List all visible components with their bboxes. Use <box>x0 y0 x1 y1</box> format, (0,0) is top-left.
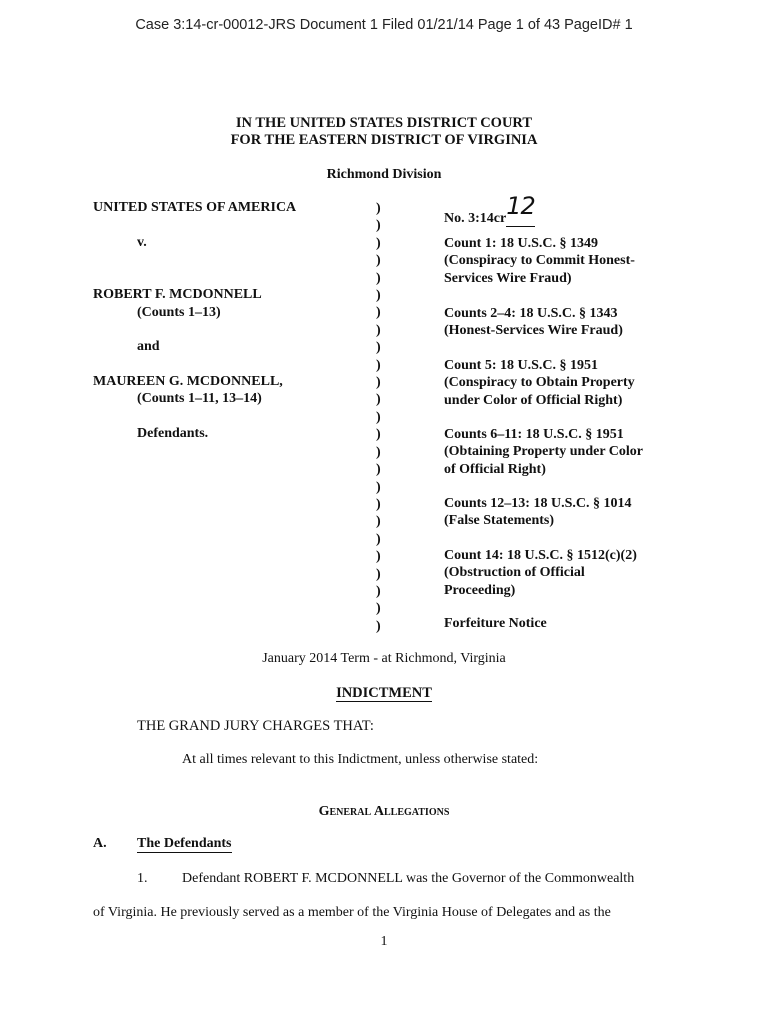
count-block <box>444 305 674 340</box>
count-line: (Conspiracy to Commit Honest- <box>444 253 635 269</box>
defendant-1-counts: (Counts 1–13) <box>137 305 221 320</box>
section-heading-wrap <box>0 802 768 820</box>
caption-paren: ) <box>376 514 381 530</box>
caption-paren: ) <box>376 305 381 321</box>
paragraph-number: 1. <box>137 871 148 886</box>
caption-paren: ) <box>376 444 381 460</box>
case-number-prefix: No. 3:14cr <box>444 211 507 226</box>
page-number: 1 <box>380 934 388 949</box>
count-line: (Honest-Services Wire Fraud) <box>444 323 623 339</box>
case-number <box>444 192 535 228</box>
count-line: Counts 6–11: 18 U.S.C. § 1951 <box>444 427 624 442</box>
caption-paren: ) <box>376 496 381 512</box>
relevance-statement: At all times relevant to this Indictment, unless otherwise stated: <box>182 752 539 767</box>
caption-paren: ) <box>376 218 381 234</box>
count-line: Proceeding) <box>444 582 516 598</box>
count-line: of Official Right) <box>444 461 546 477</box>
caption-paren: ) <box>376 253 381 269</box>
caption-paren: ) <box>376 549 381 565</box>
plaintiff-name: UNITED STATES OF AMERICA <box>93 200 297 215</box>
caption-paren: ) <box>376 288 381 304</box>
count-block <box>444 495 674 530</box>
case-header: Case 3:14-cr-00012-JRS Document 1 Filed 01/21/14 Page 1 of 43 PageID# 1 <box>135 17 633 33</box>
subsection-letter: A. <box>93 836 107 851</box>
document-title: INDICTMENT <box>336 685 432 701</box>
count-line: (Obtaining Property under Color <box>444 444 643 460</box>
term-line: January 2014 Term - at Richmond, Virginia <box>262 651 506 666</box>
caption-paren: ) <box>376 375 381 391</box>
defendants-label: Defendants. <box>137 426 209 441</box>
document-title-wrap <box>0 684 768 702</box>
count-line: Count 1: 18 U.S.C. § 1349 <box>444 236 599 251</box>
court-division: Richmond Division <box>326 167 442 182</box>
caption-paren: ) <box>376 340 381 356</box>
caption-paren: ) <box>376 201 381 216</box>
count-line: under Color of Official Right) <box>444 392 623 408</box>
count-line: Count 14: 18 U.S.C. § 1512(c)(2) <box>444 548 637 563</box>
court-name-line-1: IN THE UNITED STATES DISTRICT COURT <box>235 115 533 131</box>
count-line: Services Wire Fraud) <box>444 270 572 286</box>
caption-paren: ) <box>376 270 381 286</box>
caption-divider <box>376 200 388 635</box>
caption-paren: ) <box>376 409 381 425</box>
court-name-line-2: FOR THE EASTERN DISTRICT OF VIRGINIA <box>230 132 538 148</box>
count-line: Counts 12–13: 18 U.S.C. § 1014 <box>444 496 632 511</box>
count-block <box>444 357 674 409</box>
defendant-1-name: ROBERT F. MCDONNELL <box>93 287 262 302</box>
section-heading: General Allegations <box>318 804 450 819</box>
count-line: Forfeiture Notice <box>444 616 547 631</box>
caption-paren: ) <box>376 601 381 617</box>
caption-paren: ) <box>376 322 381 338</box>
caption-paren: ) <box>376 618 381 634</box>
caption-paren: ) <box>376 462 381 478</box>
count-line: (Conspiracy to Obtain Property <box>444 375 635 391</box>
defendant-2-name: MAUREEN G. MCDONNELL, <box>93 374 283 389</box>
versus-label: v. <box>137 235 147 250</box>
caption-paren: ) <box>376 531 381 547</box>
count-block <box>444 235 674 287</box>
caption-paren: ) <box>376 427 381 443</box>
case-number-handwritten: 12 <box>506 192 535 220</box>
and-label: and <box>137 339 160 354</box>
case-number-blank <box>506 192 535 227</box>
count-line: Count 5: 18 U.S.C. § 1951 <box>444 358 599 373</box>
caption-paren: ) <box>376 235 381 251</box>
grand-jury-charges: THE GRAND JURY CHARGES THAT: <box>137 718 374 734</box>
caption-paren: ) <box>376 392 381 408</box>
defendant-2-counts: (Counts 1–11, 13–14) <box>137 391 262 406</box>
caption-paren: ) <box>376 583 381 599</box>
paragraph-line: Defendant ROBERT F. MCDONNELL was the Governor of the Commonwealth <box>182 871 635 886</box>
paragraph-line: of Virginia. He previously served as a member of the Virginia House of Delegates and as the <box>93 905 611 920</box>
count-line: Counts 2–4: 18 U.S.C. § 1343 <box>444 306 618 321</box>
forfeiture-notice <box>444 615 674 632</box>
caption-paren: ) <box>376 566 381 582</box>
count-line: (Obstruction of Official <box>444 565 585 581</box>
caption-paren: ) <box>376 479 381 495</box>
caption-paren: ) <box>376 357 381 373</box>
count-block <box>444 547 674 599</box>
subsection-title: The Defendants <box>137 836 232 851</box>
count-line: (False Statements) <box>444 513 555 529</box>
count-block <box>444 426 674 478</box>
